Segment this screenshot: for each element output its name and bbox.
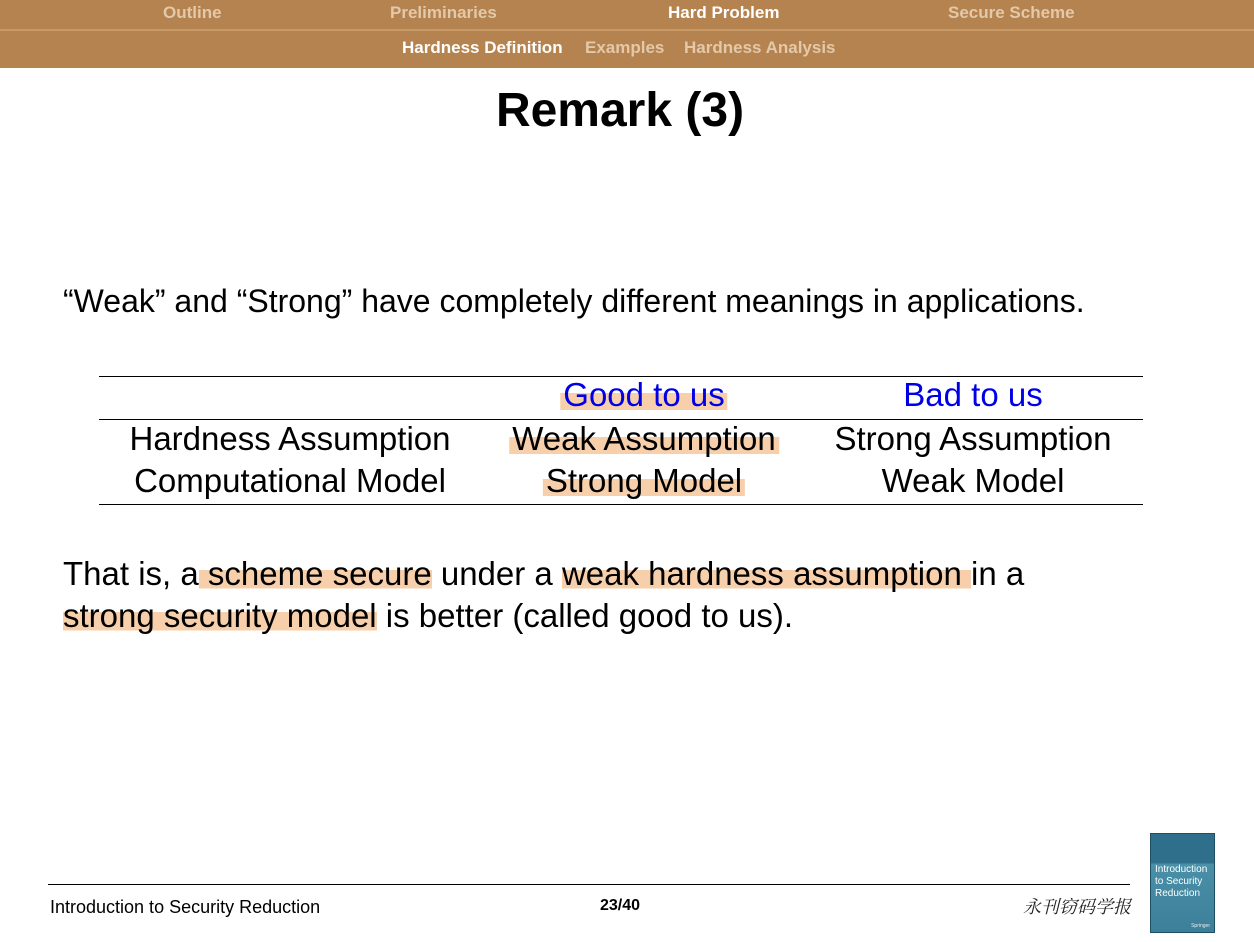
column-header-bad: Bad to us — [903, 376, 1043, 413]
conclusion-part: is better (called good to us). — [376, 597, 794, 634]
conclusion-part: That is, a — [63, 555, 199, 592]
row-label-computational-model: Computational Model — [134, 462, 446, 499]
cell-weak-assumption: Weak Assumption — [509, 420, 779, 458]
nav-section-preliminaries[interactable]: Preliminaries — [390, 3, 497, 22]
section-nav — [0, 0, 1254, 28]
nav-subsection-examples[interactable]: Examples — [585, 38, 665, 57]
row-label-hardness-assumption: Hardness Assumption — [129, 420, 451, 457]
intro-text: “Weak” and “Strong” have completely different meanings in applications. — [63, 283, 1085, 319]
cell-strong-model: Strong Model — [543, 462, 745, 500]
navigation-bar — [0, 0, 1254, 68]
cell-weak-model: Weak Model — [881, 462, 1065, 499]
highlight-scheme-secure: scheme secure — [198, 555, 432, 592]
conclusion-text — [63, 553, 1024, 637]
highlight-weak-hardness-assumption: weak hardness assumption — [561, 555, 971, 592]
column-header-good: Good to us — [560, 376, 727, 414]
conclusion-part: under a — [431, 555, 562, 592]
cell-strong-assumption: Strong Assumption — [834, 420, 1112, 457]
book-publisher: Springer — [1191, 923, 1210, 929]
table-bottom-rule — [99, 504, 1143, 505]
nav-section-hard-problem[interactable]: Hard Problem — [668, 3, 780, 22]
footer-rule — [48, 884, 1130, 885]
book-cover-image — [1150, 833, 1215, 933]
highlight-strong-security-model: strong security model — [63, 597, 377, 634]
nav-subsection-hardness-definition[interactable]: Hardness Definition — [402, 38, 563, 57]
footer-course-title: Introduction to Security Reduction — [50, 897, 321, 917]
journal-logo: 永刊窃码学报 — [1023, 897, 1131, 918]
slide-title: Remark (3) — [495, 84, 745, 137]
nav-divider — [0, 29, 1254, 31]
nav-section-secure-scheme[interactable]: Secure Scheme — [948, 3, 1075, 22]
page-number: 23/40 — [600, 897, 641, 914]
subsection-nav — [0, 34, 1254, 62]
book-title: Introduction to Security Reduction — [1155, 864, 1208, 899]
nav-section-outline[interactable]: Outline — [163, 3, 222, 22]
conclusion-part: in a — [971, 555, 1025, 592]
nav-subsection-hardness-analysis[interactable]: Hardness Analysis — [684, 38, 836, 57]
book-authors-band — [1154, 836, 1211, 842]
